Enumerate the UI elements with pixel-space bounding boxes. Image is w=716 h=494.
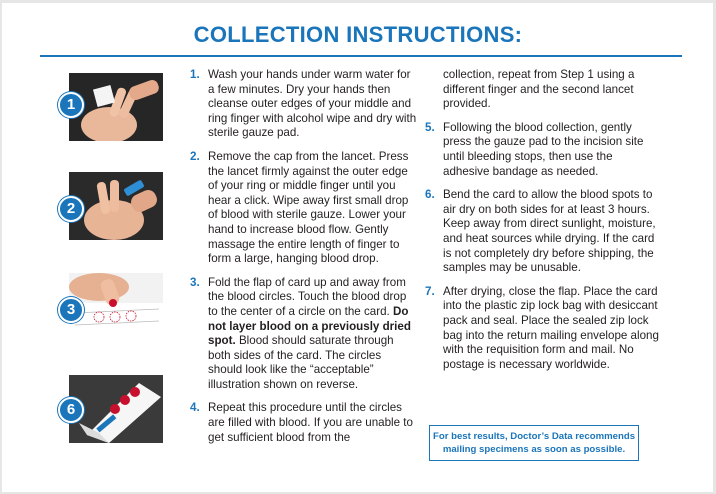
step-6: [425, 188, 660, 276]
step-text: Remove the cap from the lancet. Press the lancet firmly against the outer edge of your ring or middle finger until you hear a click. Wipe away first small drop of blood with sterile gauze. Lower your hand to increase blood flow. Gently massage the entire length of finger to form a large, hanging blood drop.: [208, 149, 409, 266]
step-number: 4.: [190, 401, 200, 415]
step-number: 1.: [190, 68, 200, 81]
step-3: [190, 276, 418, 393]
step-7: [425, 285, 660, 373]
step-4: [190, 401, 418, 445]
step-text: Wash your hands under warm water for a few minutes. Dry your hands then cleanse outer edges of your middle and ring finger with alcohol wipe and dry with sterile gauze pad.: [208, 68, 417, 140]
title-divider: [40, 55, 682, 57]
note-line-2: mailing specimens as soon as possible.: [442, 444, 626, 455]
note-line-1: For best results, Doctor’s Data recommends: [432, 431, 636, 442]
best-results-note: [429, 425, 639, 461]
page-border-top: [0, 0, 716, 3]
instructions-column-2: [425, 68, 660, 381]
step-number: 3.: [190, 275, 200, 289]
step-text-continued: Blood should saturate through both sides of the card. The circles should look like the “acceptable” illustration shown on reverse.: [208, 334, 394, 391]
step-badge-1: 1: [58, 92, 84, 118]
step-5: [425, 121, 660, 179]
step-4-continued: collection, repeat from Step 1 using a different finger and the second lancet provided.: [443, 68, 635, 111]
step-text: Fold the flap of card up and away from the blood circles. Touch the blood drop to the center of a circle on the card.: [208, 275, 407, 318]
step-badge-3: 3: [58, 297, 84, 323]
step-1: [190, 68, 418, 141]
step-text: Bend the card to allow the blood spots to air dry on both sides for at least 3 hours. Keep away from direct sunlight, moisture, and heat sources while drying. If the card is not completely dry before shipping, the samples may be unusable.: [443, 188, 656, 275]
step-number: 5.: [425, 120, 435, 134]
step-text: After drying, close the flap. Place the card into the plastic zip lock bag with desiccant pack and seal. Place the sealed zip lock bag into the return mailing envelope along with the requisition form and mail. No postage is necessary worldwide.: [443, 284, 659, 371]
step-number: 7.: [425, 284, 435, 298]
step-number: 6.: [425, 188, 435, 202]
instructions-column-1: [190, 68, 418, 454]
step-text: Repeat this procedure until the circles are filled with blood. If you are unable to get sufficient blood from the: [208, 401, 413, 444]
step-text: Following the blood collection, gently press the gauze pad to the incision site until bleeding stops, then use the adhesive bandage as needed.: [443, 120, 644, 178]
step-2: [190, 150, 418, 267]
page-border-left: [0, 0, 2, 494]
step-warning-text: Do not layer blood on a previously dried spot.: [208, 304, 411, 348]
page-title: COLLECTION INSTRUCTIONS:: [193, 22, 523, 47]
step-badge-6: 6: [58, 397, 84, 423]
step-badge-2: 2: [58, 196, 84, 222]
step-number: 2.: [190, 149, 200, 163]
